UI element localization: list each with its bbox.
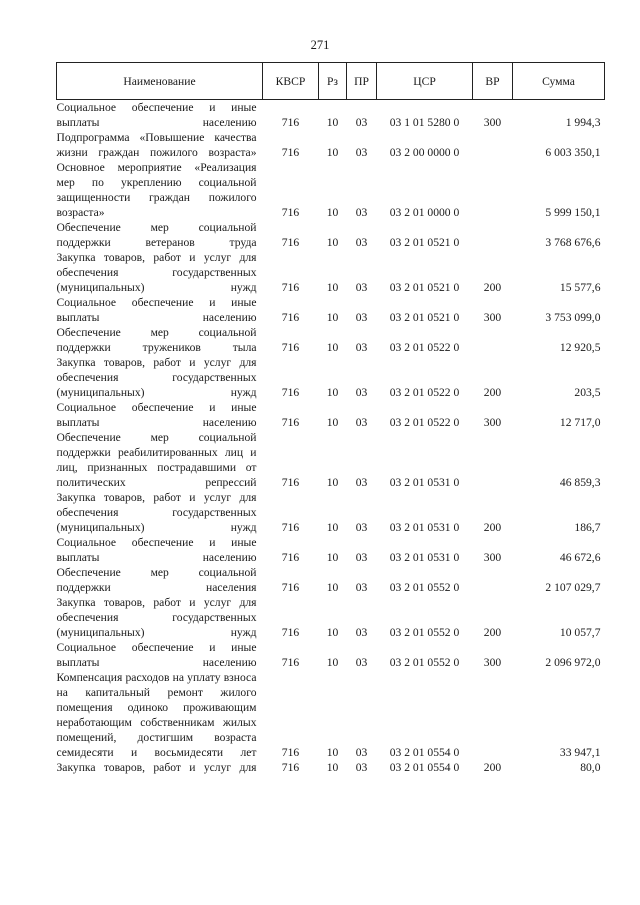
cell-csr: 03 2 01 0554 0: [389, 761, 460, 774]
cell-vr: [473, 430, 513, 490]
table-row: [57, 400, 605, 430]
cell-name: Закупка товаров, работ и услуг для обеспечения государственных (муниципальных) нужд: [56, 491, 257, 534]
cell-pr: 03: [355, 761, 368, 774]
table-row: [57, 595, 605, 640]
cell-csr: 03 2 01 0521 0: [389, 281, 460, 294]
cell-pr: 03: [355, 311, 368, 324]
cell-name: Обеспечение мер социальной поддержки реабилитированных лиц и лиц, признанных пострадавшими от политических репрессий: [56, 431, 257, 489]
cell-kvsr: 716: [281, 626, 300, 639]
table-row: [57, 220, 605, 250]
cell-pr: 03: [355, 746, 368, 759]
cell-rz: 10: [326, 761, 339, 774]
cell-kvsr: 716: [281, 386, 300, 399]
cell-rz: 10: [326, 281, 339, 294]
cell-sum: 12 717,0: [559, 416, 601, 429]
cell-pr: 03: [355, 416, 368, 429]
cell-name: Социальное обеспечение и иные выплаты населению: [56, 401, 257, 429]
cell-csr: 03 2 00 0000 0: [389, 146, 460, 159]
table-row: [57, 670, 605, 760]
cell-name: Социальное обеспечение и иные выплаты населению: [56, 536, 257, 564]
cell-csr: 03 2 01 0522 0: [389, 341, 460, 354]
cell-rz: 10: [326, 521, 339, 534]
cell-rz: 10: [326, 116, 339, 129]
table-row: [57, 430, 605, 490]
cell-pr: 03: [355, 386, 368, 399]
cell-kvsr: 716: [281, 521, 300, 534]
cell-sum: 203,5: [574, 386, 601, 399]
table-body: [57, 100, 605, 776]
cell-kvsr: 716: [281, 581, 300, 594]
cell-pr: 03: [355, 626, 368, 639]
cell-vr: 200: [483, 626, 502, 639]
cell-name: Закупка товаров, работ и услуг для обеспечения государственных (муниципальных) нужд: [56, 356, 257, 399]
cell-vr: [473, 220, 513, 250]
cell-vr: [473, 325, 513, 355]
cell-sum: 3 768 676,6: [545, 236, 601, 249]
cell-csr: 03 2 01 0531 0: [389, 521, 460, 534]
cell-csr: 03 2 01 0522 0: [389, 386, 460, 399]
cell-kvsr: 716: [281, 116, 300, 129]
column-header-name: Наименование: [57, 63, 263, 100]
cell-name: Закупка товаров, работ и услуг для: [56, 761, 257, 774]
cell-name: Закупка товаров, работ и услуг для обеспечения государственных (муниципальных) нужд: [56, 596, 257, 639]
table-row: [57, 130, 605, 160]
cell-rz: 10: [326, 476, 339, 489]
cell-rz: 10: [326, 341, 339, 354]
cell-csr: 03 2 01 0521 0: [389, 236, 460, 249]
cell-csr: 03 2 01 0000 0: [389, 206, 460, 219]
cell-vr: 200: [483, 386, 502, 399]
cell-rz: 10: [326, 626, 339, 639]
cell-pr: 03: [355, 521, 368, 534]
cell-vr: 200: [483, 521, 502, 534]
cell-pr: 03: [355, 341, 368, 354]
cell-kvsr: 716: [281, 281, 300, 294]
cell-vr: 300: [483, 416, 502, 429]
column-header-rz: Рз: [319, 63, 347, 100]
cell-pr: 03: [355, 551, 368, 564]
cell-sum: 12 920,5: [559, 341, 601, 354]
cell-vr: [473, 160, 513, 220]
cell-sum: 1 994,3: [565, 116, 601, 129]
cell-vr: [473, 565, 513, 595]
table-row: [57, 100, 605, 131]
cell-kvsr: 716: [281, 311, 300, 324]
cell-sum: 3 753 099,0: [545, 311, 601, 324]
table-row: [57, 295, 605, 325]
cell-pr: 03: [355, 656, 368, 669]
cell-kvsr: 716: [281, 206, 300, 219]
cell-name: Подпрограмма «Повышение качества жизни граждан пожилого возраста»: [56, 131, 257, 159]
cell-rz: 10: [326, 236, 339, 249]
cell-csr: 03 2 01 0552 0: [389, 626, 460, 639]
cell-sum: 33 947,1: [559, 746, 601, 759]
cell-sum: 46 672,6: [559, 551, 601, 564]
table-row: [57, 355, 605, 400]
cell-csr: 03 2 01 0531 0: [389, 476, 460, 489]
cell-csr: 03 2 01 0522 0: [389, 416, 460, 429]
cell-vr: 300: [483, 116, 502, 129]
column-header-csr: ЦСР: [377, 63, 473, 100]
cell-csr: 03 2 01 0531 0: [389, 551, 460, 564]
cell-rz: 10: [326, 581, 339, 594]
cell-pr: 03: [355, 236, 368, 249]
cell-kvsr: 716: [281, 476, 300, 489]
cell-vr: [473, 670, 513, 760]
cell-vr: 200: [483, 761, 502, 774]
cell-name: Обеспечение мер социальной поддержки ветеранов труда: [56, 221, 257, 249]
cell-vr: 300: [483, 656, 502, 669]
cell-rz: 10: [326, 551, 339, 564]
cell-csr: 03 2 01 0552 0: [389, 656, 460, 669]
cell-kvsr: 716: [281, 236, 300, 249]
cell-rz: 10: [326, 311, 339, 324]
cell-csr: 03 2 01 0554 0: [389, 746, 460, 759]
cell-name: Компенсация расходов на уплату взноса на капитальный ремонт жилого помещения одиноко проживающим неработающим собственникам жилых помещений, достигшим возраста семидесяти и восьмидесяти лет: [56, 671, 257, 759]
cell-pr: 03: [355, 581, 368, 594]
table-header-row: [57, 63, 605, 100]
cell-kvsr: 716: [281, 746, 300, 759]
cell-pr: 03: [355, 206, 368, 219]
cell-name: Закупка товаров, работ и услуг для обеспечения государственных (муниципальных) нужд: [56, 251, 257, 294]
cell-sum: 5 999 150,1: [545, 206, 601, 219]
cell-name: Социальное обеспечение и иные выплаты населению: [56, 101, 257, 129]
cell-name: Социальное обеспечение и иные выплаты населению: [56, 641, 257, 669]
cell-vr: 300: [483, 311, 502, 324]
cell-kvsr: 716: [281, 551, 300, 564]
cell-sum: 6 003 350,1: [545, 146, 601, 159]
table-row: [57, 160, 605, 220]
cell-name: Социальное обеспечение и иные выплаты населению: [56, 296, 257, 324]
table-row: [57, 490, 605, 535]
table-row: [57, 760, 605, 775]
cell-rz: 10: [326, 146, 339, 159]
cell-sum: 186,7: [574, 521, 601, 534]
table-row: [57, 640, 605, 670]
page-number: 271: [310, 38, 330, 52]
cell-rz: 10: [326, 656, 339, 669]
column-header-pr: ПР: [347, 63, 377, 100]
cell-rz: 10: [326, 746, 339, 759]
column-header-kvsr: КВСР: [263, 63, 319, 100]
cell-kvsr: 716: [281, 761, 300, 774]
column-header-vr: ВР: [473, 63, 513, 100]
table-row: [57, 535, 605, 565]
table-row: [57, 565, 605, 595]
cell-csr: 03 2 01 0552 0: [389, 581, 460, 594]
cell-sum: 80,0: [580, 761, 601, 774]
cell-pr: 03: [355, 146, 368, 159]
cell-csr: 03 2 01 0521 0: [389, 311, 460, 324]
cell-kvsr: 716: [281, 416, 300, 429]
cell-vr: [473, 130, 513, 160]
cell-sum: 2 107 029,7: [545, 581, 601, 594]
cell-pr: 03: [355, 476, 368, 489]
cell-sum: 15 577,6: [559, 281, 601, 294]
cell-sum: 2 096 972,0: [545, 656, 601, 669]
table-row: [57, 325, 605, 355]
table-row: [57, 250, 605, 295]
cell-csr: 03 1 01 5280 0: [389, 116, 460, 129]
cell-name: Обеспечение мер социальной поддержки тружеников тыла: [56, 326, 257, 354]
cell-name: Основное мероприятие «Реализация мер по укреплению социальной защищенности граждан пожилого возраста»: [56, 161, 257, 219]
cell-kvsr: 716: [281, 146, 300, 159]
cell-kvsr: 716: [281, 341, 300, 354]
cell-rz: 10: [326, 206, 339, 219]
cell-vr: 200: [483, 281, 502, 294]
cell-vr: 300: [483, 551, 502, 564]
cell-kvsr: 716: [281, 656, 300, 669]
cell-sum: 10 057,7: [559, 626, 601, 639]
cell-name: Обеспечение мер социальной поддержки населения: [56, 566, 257, 594]
cell-pr: 03: [355, 116, 368, 129]
cell-pr: 03: [355, 281, 368, 294]
cell-rz: 10: [326, 416, 339, 429]
column-header-sum: Сумма: [513, 63, 605, 100]
cell-sum: 46 859,3: [559, 476, 601, 489]
budget-table: [56, 62, 605, 775]
cell-rz: 10: [326, 386, 339, 399]
